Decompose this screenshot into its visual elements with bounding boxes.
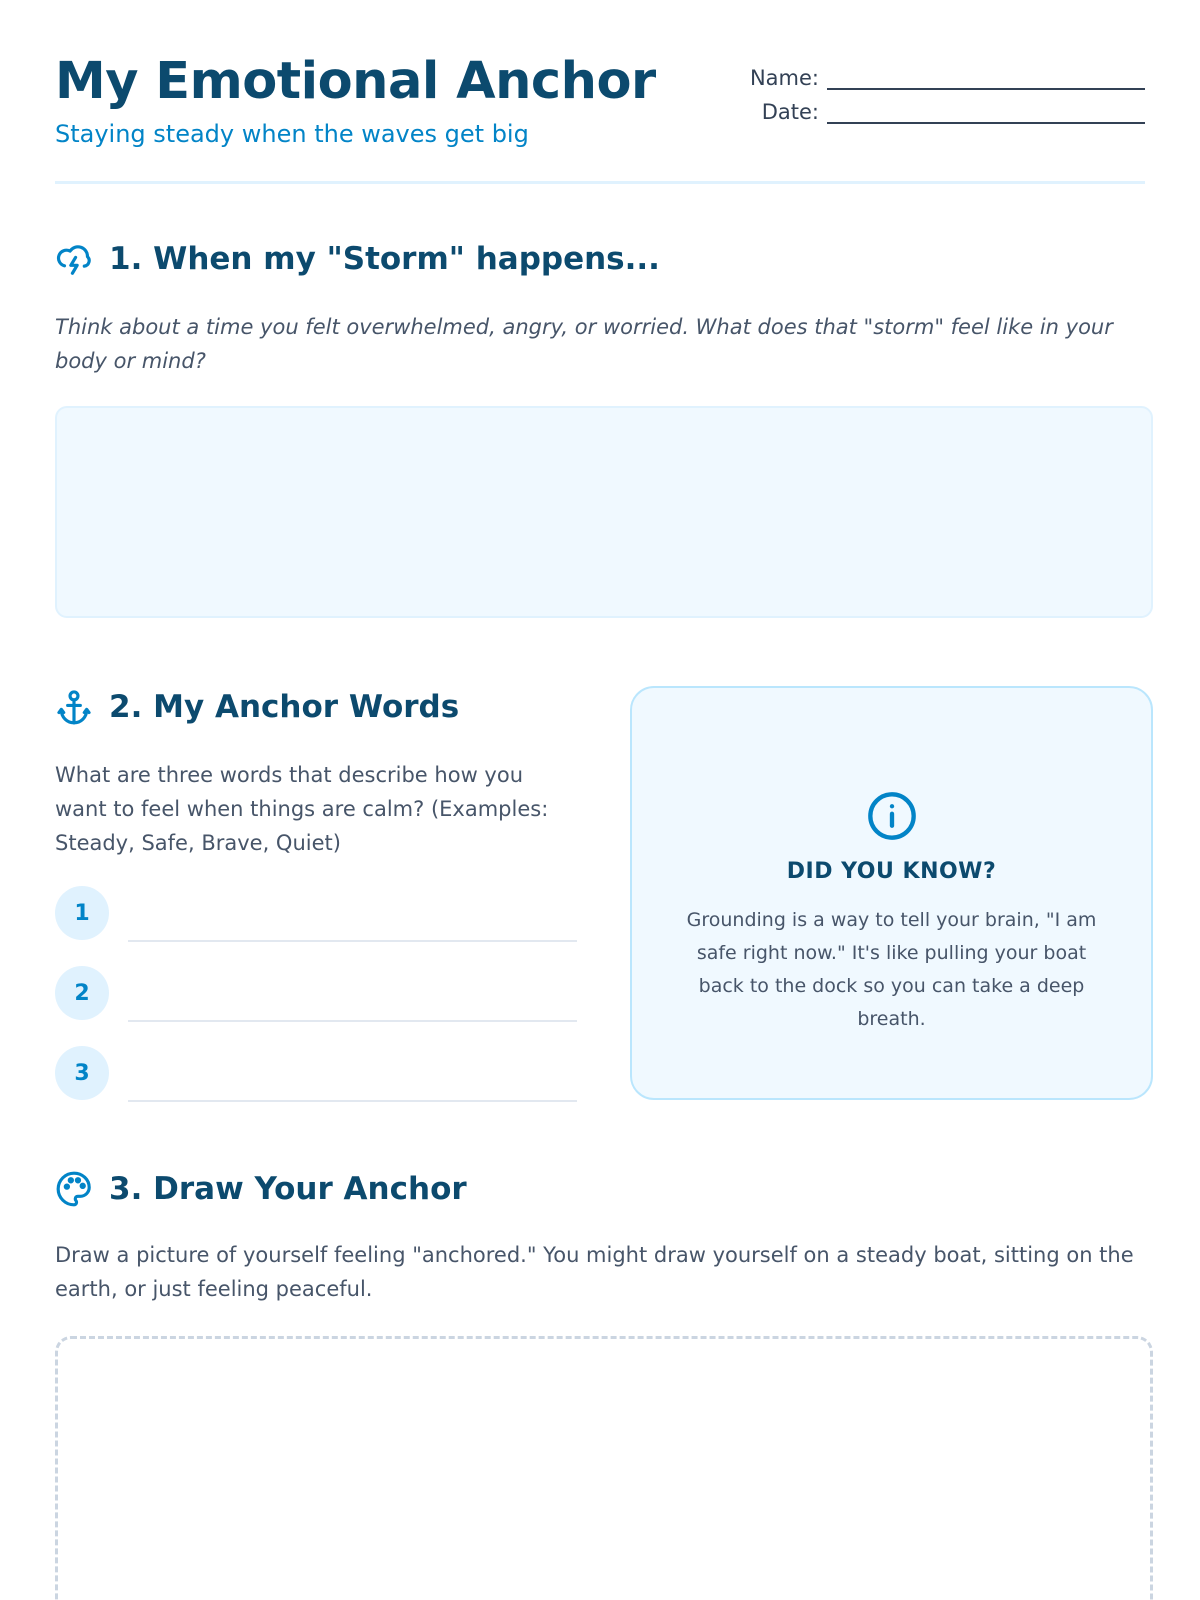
section-1-title: 1. When my "Storm" happens... [109, 241, 660, 277]
section-3-title: 3. Draw Your Anchor [109, 1171, 467, 1207]
anchor-word-number: 2 [55, 966, 109, 1020]
name-label: Name: [749, 66, 819, 90]
worksheet-header [55, 0, 1145, 184]
anchor-word-line[interactable] [128, 1020, 577, 1022]
palette-icon [55, 1170, 93, 1208]
section-3-prompt: Draw a picture of yourself feeling "anchored." You might draw yourself on a steady boat, sitting on the earth, or just feeling peaceful. [55, 1243, 1134, 1301]
section-2-heading [55, 688, 459, 726]
section-3-heading [55, 1170, 467, 1208]
section-1-prompt: Think about a time you felt overwhelmed, angry, or worried. What does that "storm" feel like in your body or mind? [55, 315, 1113, 373]
name-field-row [725, 56, 1145, 90]
storm-cloud-icon [55, 240, 93, 278]
anchor-word-line[interactable] [128, 1100, 577, 1102]
page-title: My Emotional Anchor [55, 52, 656, 111]
anchor-word-number: 1 [55, 886, 109, 940]
did-you-know-card [630, 686, 1153, 1100]
date-field[interactable] [827, 100, 1145, 124]
name-field[interactable] [827, 66, 1145, 90]
section-1-heading [55, 240, 660, 278]
date-label: Date: [761, 100, 819, 124]
section-2-prompt: What are three words that describe how you want to feel when things are calm? (Examples: Steady, Safe, Brave, Quiet) [55, 763, 549, 855]
storm-answer-box[interactable] [55, 406, 1153, 618]
name-date-fields [725, 56, 1145, 124]
anchor-icon [55, 688, 93, 726]
anchor-word-row [55, 886, 577, 940]
info-card-text: Grounding is a way to tell your brain, "I am safe right now." It's like pulling your boat back to the dock so you can take a deep breath. [686, 909, 1097, 1030]
page-subtitle: Staying steady when the waves get big [55, 120, 529, 148]
anchor-word-number: 3 [55, 1046, 109, 1100]
info-card-title: DID YOU KNOW? [786, 859, 997, 884]
anchor-word-row [55, 966, 577, 1020]
section-2-title: 2. My Anchor Words [109, 689, 460, 725]
drawing-area[interactable] [55, 1336, 1153, 1600]
anchor-word-line[interactable] [128, 940, 577, 942]
date-field-row [725, 90, 1145, 124]
anchor-word-row [55, 1046, 577, 1100]
info-icon [866, 790, 918, 842]
